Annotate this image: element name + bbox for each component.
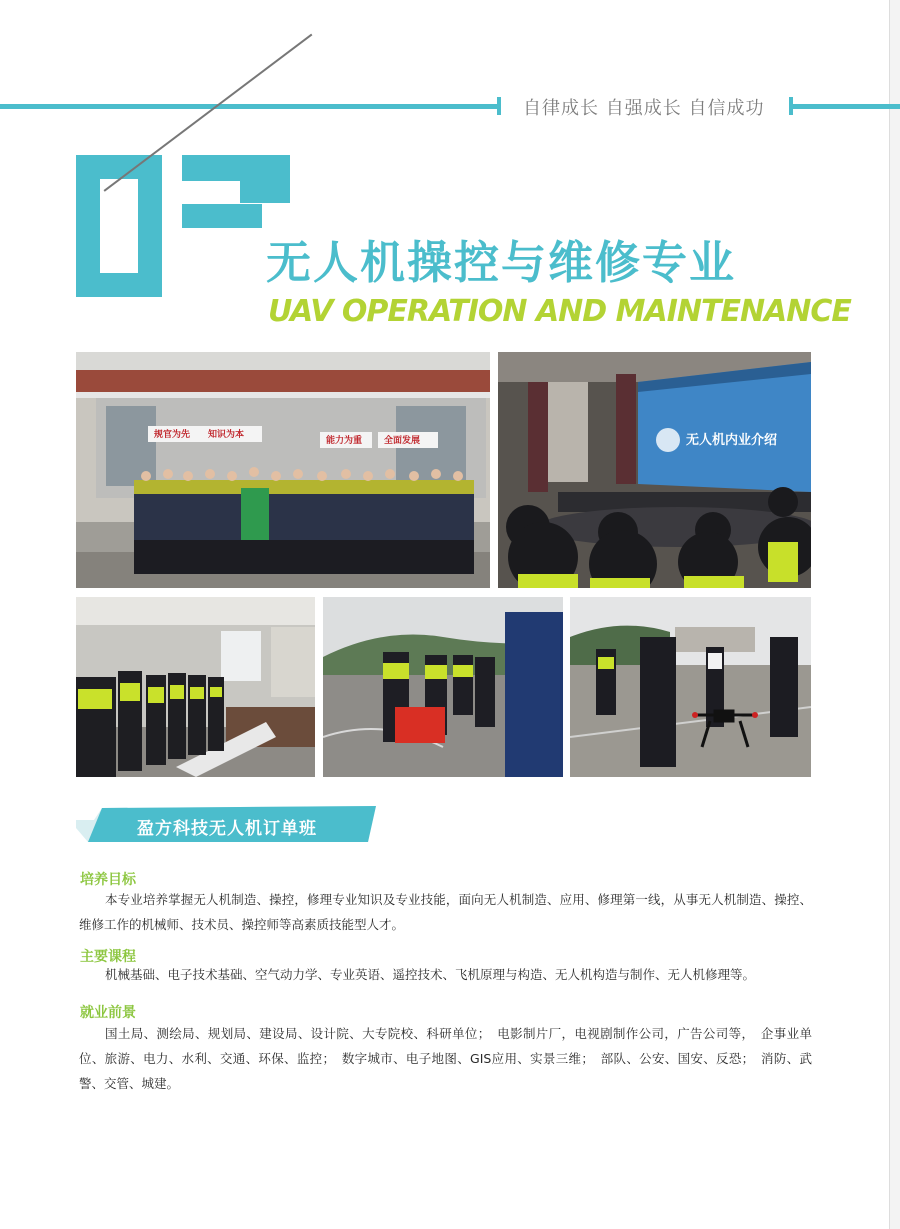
photo-sign-4: 全面发展 — [384, 436, 421, 446]
page-title-en: UAV OPERATION AND MAINTENANCE — [268, 294, 851, 329]
photo-outdoor-students — [323, 597, 563, 777]
photo-sign-2: 知识为本 — [208, 430, 245, 440]
section-body-courses: 机械基础、电子技术基础、空气动力学、专业英语、遥控技术、飞机原理与构造、无人机构造与制作、无人机修理等。 — [105, 967, 756, 982]
header-motto: 自律成长 自强成长 自信成功 — [523, 98, 765, 119]
photo-presentation-room — [498, 352, 811, 588]
page-title-cn: 无人机操控与维修专业 — [266, 236, 737, 289]
section-body-career: 国土局、测绘局、规划局、建设局、设计院、大专院校、科研单位； 电影制片厂，电视剧制作公司，广告公司等， 企事业单位、旅游、电力、水利、交通、环保、监控； 数字城市、电子地图、GIS应用、实景三维； 部队、公安、国安、反恐； 消防、武警、交管、城建。 — [79, 1026, 812, 1091]
section-heading-goal: 培养目标 — [80, 872, 136, 888]
banner-title: 盈方科技无人机订单班 — [137, 819, 317, 839]
photo-workshop — [76, 597, 315, 777]
photo-sign-3: 能力为重 — [326, 436, 363, 446]
page-edge — [889, 0, 900, 1229]
photo-group-building — [76, 352, 490, 588]
header-line-left — [0, 104, 500, 109]
section-heading-career: 就业前景 — [80, 1005, 136, 1021]
photo-screen-text: 无人机内业介绍 — [686, 433, 778, 448]
photo-drone-demo — [570, 597, 811, 777]
header-line-right — [789, 104, 900, 109]
section-body-goal: 本专业培养掌握无人机制造、操控，修理专业知识及专业技能，面向无人机制造、应用、修理第一线，从事无人机制造、操控、维修工作的机械师、技术员、操控师等高素质技能型人才。 — [79, 892, 812, 932]
header-tick-left — [497, 97, 501, 115]
section-heading-courses: 主要课程 — [80, 949, 136, 965]
photo-sign-1: 规官为先 — [154, 430, 191, 440]
